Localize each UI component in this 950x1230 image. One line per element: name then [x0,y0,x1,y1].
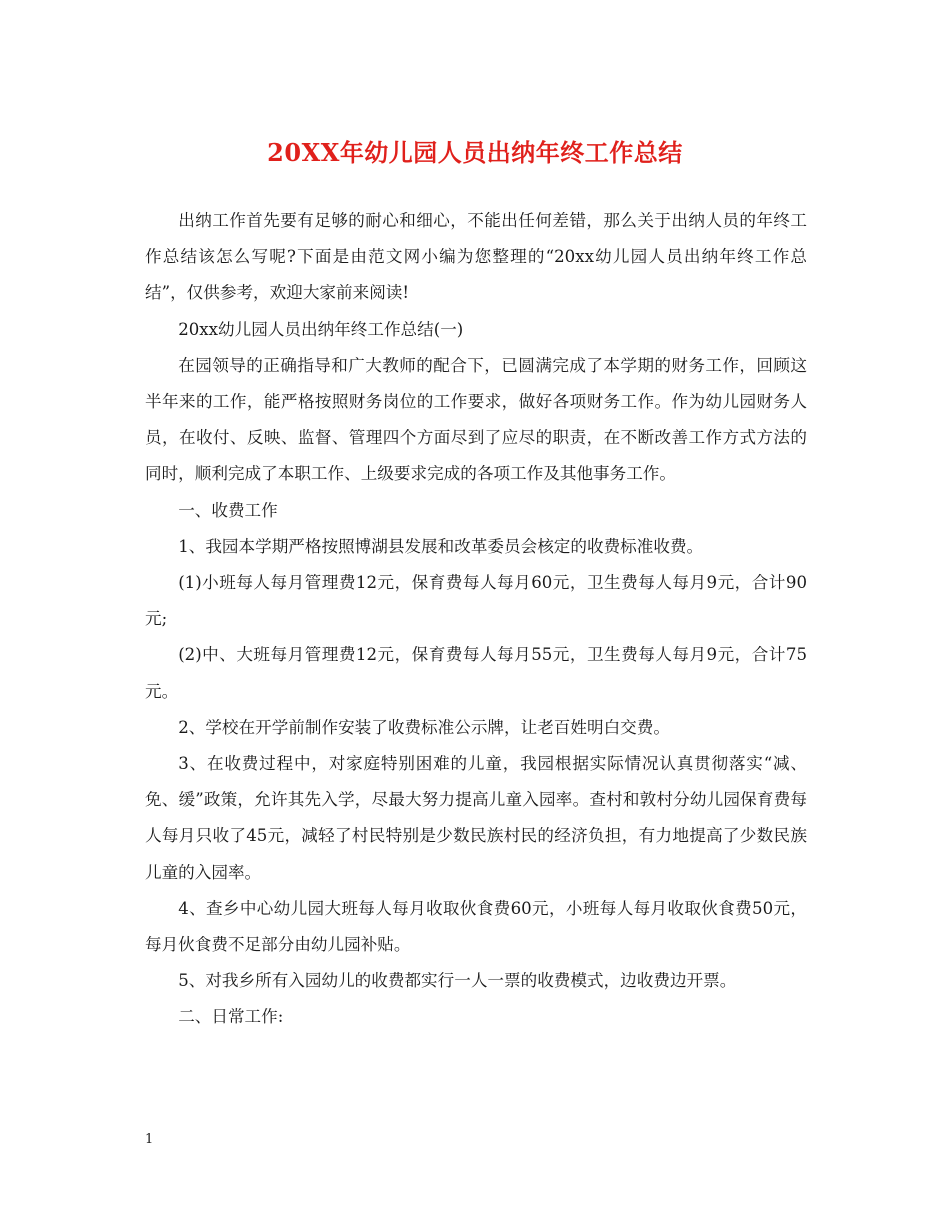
summary-paragraph: 在园领导的正确指导和广大教师的配合下，已圆满完成了本学期的财务工作，回顾这半年来的工作，能严格按照财务岗位的工作要求，做好各项财务工作。作为幼儿园财务人员，在收付、反映、监督、管理四个方面尽到了应尽的职责，在不断改善工作方式方法的同时，顺利完成了本职工作、上级要求完成的各项工作及其他事务工作。 [145,355,807,484]
fee-item-4: 4、查乡中心幼儿园大班每人每月收取伙食费60元，小班每人每月收取伙食费50元，每月伙食费不足部分由幼儿园补贴。 [145,898,807,955]
fee-item-5: 5、对我乡所有入园幼儿的收费都实行一人一票的收费模式，边收费边开票。 [178,971,737,991]
fee-item-1: 1、我园本学期严格按照博湖县发展和改革委员会核定的收费标准收费。 [178,536,704,556]
document-body [145,203,807,1036]
fee-item-1-small-class: (1)小班每人每月管理费12元，保育费每人每月60元，卫生费每人每月9元，合计90元; [145,573,807,629]
document-title: 20XX年幼儿园人员出纳年终工作总结 [267,138,683,167]
section-heading-fees: 一、收费工作 [178,500,278,520]
fee-item-1-middle-large-class: (2)中、大班每月管理费12元，保育费每人每月55元，卫生费每人每月9元，合计75元。 [145,645,807,701]
section-heading-daily-work: 二、日常工作: [178,1007,284,1027]
intro-paragraph: 出纳工作首先要有足够的耐心和细心，不能出任何差错，那么关于出纳人员的年终工作总结该怎么写呢?下面是由范文网小编为您整理的“20xx幼儿园人员出纳年终工作总结”，仅供参考，欢迎大家前来阅读! [145,211,807,303]
fee-item-2: 2、学校在开学前制作安装了收费标准公示牌，让老百姓明白交费。 [178,717,670,737]
section-subtitle: 20xx幼儿园人员出纳年终工作总结(一) [178,319,464,339]
page-number: 1 [145,1132,154,1147]
fee-item-3: 3、在收费过程中，对家庭特别困难的儿童，我园根据实际情况认真贯彻落实“减、免、缓”政策，允许其先入学，尽最大努力提高儿童入园率。查村和敦村分幼儿园保育费每人每月只收了45元，减轻了村民特别是少数民族村民的经济负担，有力地提高了少数民族儿童的入园率。 [145,754,807,882]
